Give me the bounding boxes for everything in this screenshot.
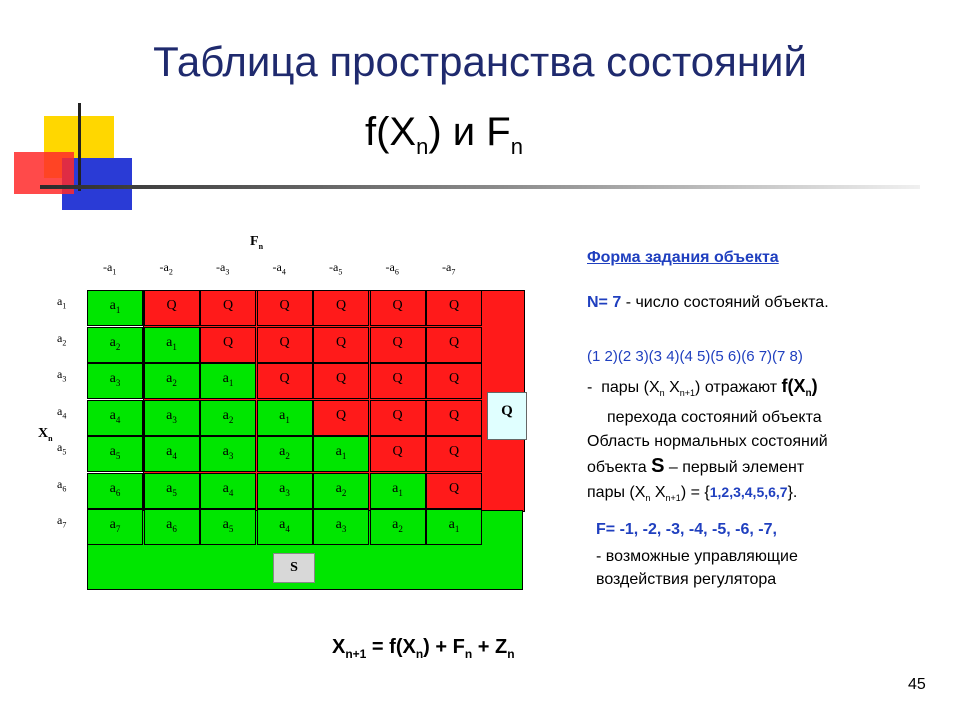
table-cell-state: $a_2$ xyxy=(144,363,200,399)
table-cell-q: Q xyxy=(426,400,482,436)
table-cell-state: $a_1$ xyxy=(370,473,426,509)
table-cell-state: $a_2$ xyxy=(313,473,369,509)
s-box: S xyxy=(273,553,315,583)
col-header: $-a_5$ xyxy=(329,260,343,277)
table-cell-state: $a_3$ xyxy=(200,436,256,472)
col-header: $-a_7$ xyxy=(442,260,456,277)
q-box: Q xyxy=(487,392,527,440)
table-cell-q: Q xyxy=(370,327,426,363)
col-header: $-a_3$ xyxy=(216,260,230,277)
table-cell-state: $a_6$ xyxy=(144,509,200,545)
n-line: N= 7 - число состояний объекта. xyxy=(587,294,829,311)
table-cell-state: $a_5$ xyxy=(87,436,143,472)
table-cell-state: $a_4$ xyxy=(200,473,256,509)
table-cell-state: $a_5$ xyxy=(200,509,256,545)
table-cell-state: $a_6$ xyxy=(87,473,143,509)
table-cell-state: $a_2$ xyxy=(257,436,313,472)
formula: $X_{n+1} = f(X_n) + F_n + Z_n$ xyxy=(332,636,515,661)
table-cell-q: Q xyxy=(257,327,313,363)
table-cell-q: Q xyxy=(426,327,482,363)
table-cell-state: $a_2$ xyxy=(200,400,256,436)
row-header: $a_5$ xyxy=(57,440,67,457)
table-cell-q: Q xyxy=(370,400,426,436)
table-cell-q: Q xyxy=(370,436,426,472)
table-cell-q: Q xyxy=(426,473,482,509)
row-header: $a_4$ xyxy=(57,403,67,420)
table-cell-state: $a_1$ xyxy=(257,400,313,436)
vertical-bar xyxy=(78,103,81,191)
table-cell-state: $a_4$ xyxy=(144,436,200,472)
table-cell-q: Q xyxy=(426,290,482,326)
table-cell-state: $a_3$ xyxy=(257,473,313,509)
page-subtitle: $f(X_n)$ и $F_n$ xyxy=(365,110,523,159)
row-header: $a_6$ xyxy=(57,476,67,493)
table-cell-state: $a_3$ xyxy=(313,509,369,545)
object-heading: Форма задания объекта xyxy=(587,249,779,266)
table-cell-state: $a_4$ xyxy=(87,400,143,436)
table-cell-q: Q xyxy=(426,363,482,399)
table-cell-q: Q xyxy=(257,290,313,326)
title-rule xyxy=(40,185,920,189)
pairs-line: (1 2)(2 3)(3 4)(4 5)(5 6)(6 7)(7 8) xyxy=(587,348,803,365)
table-cell-q: Q xyxy=(313,327,369,363)
table-cell-state: $a_2$ xyxy=(87,327,143,363)
table-cell-state: $a_1$ xyxy=(426,509,482,545)
table-cell-state: $a_1$ xyxy=(313,436,369,472)
row-header: $a_3$ xyxy=(57,367,67,384)
fn-label: $F_n$ xyxy=(250,234,264,251)
table-cell-state: $a_3$ xyxy=(144,400,200,436)
col-header: $-a_4$ xyxy=(272,260,286,277)
table-cell-state: $a_2$ xyxy=(370,509,426,545)
table-cell-state: $a_5$ xyxy=(144,473,200,509)
table-cell-q: Q xyxy=(313,400,369,436)
table-cell-q: Q xyxy=(313,290,369,326)
f-line: F= -1, -2, -3, -4, -5, -6, -7, xyxy=(596,521,777,538)
table-cell-q: Q xyxy=(144,290,200,326)
col-header: $-a_6$ xyxy=(385,260,399,277)
table-cell-state: $a_1$ xyxy=(144,327,200,363)
table-cell-state: $a_7$ xyxy=(87,509,143,545)
table-cell-state: $a_1$ xyxy=(200,363,256,399)
table-cell-q: Q xyxy=(200,327,256,363)
f-desc: - возможные управляющие воздействия регулятора xyxy=(596,548,798,588)
table-cell-q: Q xyxy=(313,363,369,399)
table-cell-q: Q xyxy=(426,436,482,472)
table-cell-q: Q xyxy=(257,363,313,399)
col-header: $-a_1$ xyxy=(103,260,117,277)
row-header: $a_1$ xyxy=(57,294,67,311)
table-cell-q: Q xyxy=(370,290,426,326)
table-cell-state: $a_3$ xyxy=(87,363,143,399)
table-cell-q: Q xyxy=(200,290,256,326)
col-header: $-a_2$ xyxy=(159,260,173,277)
page-title: Таблица пространства состояний xyxy=(153,38,807,85)
xn-label: $X_n$ xyxy=(38,426,53,443)
table-cell-state: $a_1$ xyxy=(87,290,143,326)
row-header: $a_2$ xyxy=(57,330,67,347)
row-header: $a_7$ xyxy=(57,513,67,530)
table-cell-state: $a_4$ xyxy=(257,509,313,545)
page-number: 45 xyxy=(908,676,926,693)
pairs-desc: - пары ($X_n$ $X_{n+1}$) отражают $f(X_n)$ перехода состояний объекта Область нормальных состояний объекта S – первый элемент пары ($X_n$ $X_{n+1}) = \{1,2,3,4,5,6,7\}$. xyxy=(587,376,828,504)
table-cell-q: Q xyxy=(370,363,426,399)
